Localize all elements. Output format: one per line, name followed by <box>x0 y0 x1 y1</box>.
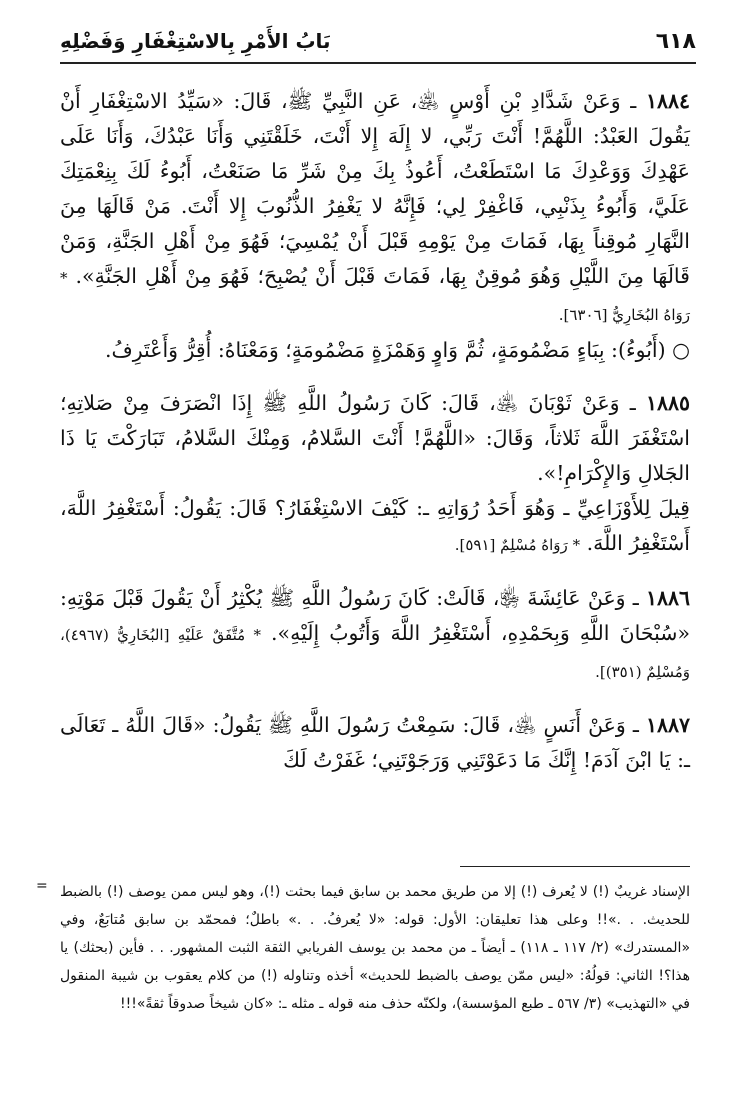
hadith-source: * رَوَاهُ البُخَارِيُّ [٦٣٠٦]. <box>60 269 690 324</box>
hadith-1886 <box>60 581 690 690</box>
footnote-continuation-marker: = <box>36 878 48 894</box>
hadith-number: ١٨٨٤ <box>645 89 690 113</box>
hadith-1885 <box>60 386 690 563</box>
hadith-note: ○ (أَبُوءُ): بِبَاءٍ مَضْمُومَةٍ، ثُمَّ وَاوٍ وَهَمْزَةٍ مَضْمُومَةٍ؛ وَمَعْنَاهُ: أُقِرُّ وَأَعْتَرِفُ. <box>104 338 690 362</box>
hadith-number: ١٨٨٦ <box>645 586 690 610</box>
page-header <box>60 26 696 56</box>
running-title: بَابُ الأَمْرِ بِالاسْتِغْفَارِ وَفَضْلِهِ <box>60 29 331 53</box>
hadith-text: قِيلَ لِلأَوْزَاعِيِّ ـ وَهُوَ أَحَدُ رُوَاتِهِ ـ: كَيْفَ الاسْتِغْفَارُ؟ قَالَ: يَقُولُ: أَسْتَغْفِرُ اللَّهَ، أَسْتَغْفِرُ اللَّهَ. <box>60 496 690 555</box>
footnote-rule <box>460 866 690 867</box>
hadith-paragraph <box>60 491 690 563</box>
hadith-number: ١٨٨٧ <box>645 713 690 737</box>
main-text <box>60 84 690 796</box>
hadith-1887 <box>60 708 690 778</box>
hadith-text: ـ وَعَنْ ثَوْبَانَ ﵁، قَالَ: كَانَ رَسُولُ اللَّهِ ﷺ إِذَا انْصَرَفَ مِنْ صَلاتِهِ؛ اسْتَغْفَرَ اللَّهَ ثَلاثاً، وَقَالَ: «اللَّهُمَّ! أَنْتَ السَّلامُ، وَمِنْكَ السَّلامُ، تَبَارَكْتَ يَا ذَا الجَلالِ وَالإِكْرَامِ!». <box>60 391 690 485</box>
hadith-text: ـ وَعَنْ أَنَسٍ ﵁، قَالَ: سَمِعْتُ رَسُولَ اللَّهِ ﷺ يَقُولُ: «قَالَ اللَّهُ ـ تَعَالَى ـ: يَا ابْنَ آدَمَ! إِنَّكَ مَا دَعَوْتَنِي وَرَجَوْتَنِي؛ غَفَرْتُ لَكَ <box>60 713 690 772</box>
page-number: ٦١٨ <box>655 28 696 54</box>
hadith-paragraph <box>60 708 690 778</box>
hadith-number: ١٨٨٥ <box>645 391 690 415</box>
hadith-paragraph <box>60 581 690 690</box>
header-rule <box>60 62 696 64</box>
hadith-paragraph <box>60 386 690 491</box>
hadith-1884 <box>60 84 690 368</box>
hadith-paragraph <box>60 84 690 333</box>
hadith-text: ـ وَعَنْ عَائِشَةَ ﵂، قَالَتْ: كَانَ رَسُولُ اللَّهِ ﷺ يُكْثِرُ أَنْ يَقُولَ قَبْلَ مَوْتِهِ: «سُبْحَانَ اللَّهِ وَبِحَمْدِهِ، أَسْتَغْفِرُ اللَّهَ وَأَتُوبُ إِلَيْهِ». <box>60 586 690 645</box>
hadith-source: * مُتَّفَقٌ عَلَيْهِ [البُخَارِيُّ (٤٩٦٧)، وَمُسْلِمٌ (٣٥١)]. <box>60 626 690 681</box>
footnote: الإسناد غريبٌ (!) لا يُعرف (!) إلا من طريق محمد بن سابق فيما بحثت (!)، وهو ليس ممن يوصف (!) بالضبط للحديث. . .»!! وعلى هذا تعليقان: الأول: قوله: «لا يُعرفُ. . .» باطلٌ؛ فمحمّد بن سابق مُتابَعٌ، وفي «المستدرك» (٢/ ١١٧ ـ ١١٨) ـ أيضاً ـ من محمد بن يوسف الفريابي الثقة الثبت المشهور. . . فأين (بحثك) يا هذا؟! الثاني: قولُهُ: «ليس ممّن يوصف بالضبط للحديث» أخذه وتناوله (!) من كلام يعقوب بن شيبة المنقول في «التهذيب» (٣/ ٥٦٧ ـ طبع المؤسسة)، ولكنّه حذف منه قوله ـ مثله ـ: «كان شيخاً صدوقاً ثقةً»!!! <box>60 884 691 1012</box>
hadith-text: ـ وَعَنْ شَدَّادِ بْنِ أَوْسٍ ﵁، عَنِ النَّبِيِّ ﷺ، قَالَ: «سَيِّدُ الاسْتِغْفَارِ أَنْ يَقُولَ العَبْدُ: اللَّهُمَّ! أَنْتَ رَبِّي، لا إِلَهَ إِلا أَنْتَ، خَلَقْتَنِي وَأَنَا عَبْدُكَ، وَأَنَا عَلَى عَهْدِكَ وَوَعْدِكَ مَا اسْتَطَعْتُ، أَعُوذُ بِكَ مِنْ شَرِّ مَا صَنَعْتُ، أَبُوءُ لَكَ بِنِعْمَتِكَ عَلَيَّ، وَأَبُوءُ بِذَنْبِي، فَاغْفِرْ لِي؛ فَإِنَّهُ لا يَغْفِرُ الذُّنُوبَ إِلا أَنْتَ. مَنْ قَالَهَا مِنَ النَّهَارِ مُوقِناً بِهَا، فَمَاتَ مِنْ يَوْمِهِ قَبْلَ أَنْ يُمْسِيَ؛ فَهُوَ مِنْ أَهْلِ الجَنَّةِ، وَمَنْ قَالَهَا مِنَ اللَّيْلِ وَهُوَ مُوقِنٌ بِهَا، فَمَاتَ قَبْلَ أَنْ يُصْبِحَ؛ فَهُوَ مِنْ أَهْلِ الجَنَّةِ». <box>60 89 690 288</box>
hadith-source: * رَوَاهُ مُسْلِمٌ [٥٩١]. <box>454 536 581 554</box>
